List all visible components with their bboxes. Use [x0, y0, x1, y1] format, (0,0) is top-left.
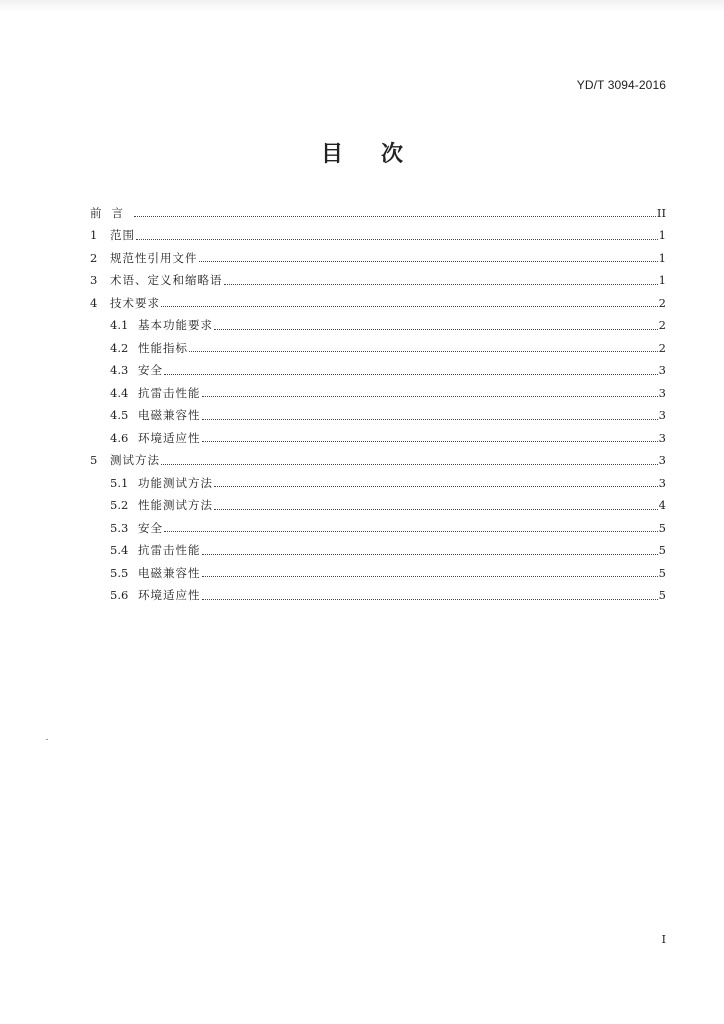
toc-leader-dots — [202, 575, 658, 577]
toc-entry-page: II — [656, 205, 666, 220]
toc-entry-label: 规范性引用文件 — [110, 250, 198, 265]
toc-entry-page: 3 — [658, 430, 666, 445]
toc-leader-dots — [214, 485, 658, 487]
toc-leader-dots — [189, 350, 658, 352]
toc-leader-dots — [134, 215, 656, 217]
toc-entry-label: 技术要求 — [110, 295, 160, 310]
toc-entry-page: 1 — [658, 250, 666, 265]
page-number: I — [661, 933, 666, 946]
toc-entry-page: 4 — [658, 498, 666, 512]
toc-entry[interactable] — [110, 562, 666, 585]
toc-leader-dots — [164, 373, 658, 375]
toc-leader-dots — [224, 283, 658, 285]
toc-leader-dots — [202, 553, 658, 555]
toc-entry-number: 4.1 — [110, 318, 129, 332]
toc-entry-label: 测试方法 — [110, 453, 160, 467]
toc-entry-label: 环境适应性 — [138, 430, 201, 445]
scan-speck — [46, 739, 48, 740]
toc-entry-label: 前言 — [90, 205, 133, 220]
toc-entry-label: 性能指标 — [138, 340, 188, 355]
toc-entry-label: 术语、定义和缩略语 — [110, 273, 223, 287]
toc-leader-dots — [161, 305, 658, 307]
toc-entry-label: 电磁兼容性 — [138, 565, 201, 580]
toc-entry-page: 1 — [658, 273, 666, 287]
toc-entry-page: 2 — [658, 340, 666, 355]
toc-entry-number: 4.6 — [110, 430, 129, 445]
toc-entry-label: 电磁兼容性 — [138, 408, 201, 422]
toc-entry-page: 5 — [658, 588, 666, 602]
toc-entry-label: 环境适应性 — [138, 588, 201, 602]
toc-entry-page: 3 — [658, 475, 666, 490]
toc-entry-number: 5.4 — [110, 543, 129, 557]
table-of-contents — [0, 202, 724, 607]
toc-entry-number: 4.3 — [110, 363, 129, 377]
toc-entry-page: 5 — [658, 520, 666, 535]
toc-leader-dots — [202, 395, 658, 397]
toc-entry-number: 5 — [90, 453, 98, 467]
toc-entry-label: 抗雷击性能 — [138, 543, 201, 557]
toc-leader-dots — [214, 328, 658, 330]
toc-leader-dots — [202, 598, 658, 600]
toc-entry[interactable] — [90, 247, 666, 270]
toc-entry[interactable] — [90, 270, 666, 293]
toc-entry-label: 安全 — [138, 363, 163, 377]
toc-entry[interactable] — [110, 472, 666, 495]
toc-entry[interactable] — [110, 540, 666, 563]
toc-entry[interactable] — [110, 360, 666, 383]
toc-entry-label: 性能测试方法 — [138, 498, 213, 512]
toc-entry-page: 3 — [658, 408, 666, 422]
toc-entry[interactable] — [90, 450, 666, 473]
toc-entry-number: 5.1 — [110, 475, 129, 490]
toc-entry[interactable] — [110, 585, 666, 608]
toc-leader-dots — [136, 238, 658, 240]
toc-entry-page: 1 — [658, 228, 666, 242]
toc-entry-number: 5.2 — [110, 498, 129, 512]
toc-entry-page: 3 — [658, 453, 666, 467]
toc-entry-page: 2 — [658, 318, 666, 332]
toc-entry[interactable] — [110, 337, 666, 360]
toc-entry-label: 抗雷击性能 — [138, 385, 201, 400]
toc-entry-number: 5.6 — [110, 588, 129, 602]
toc-leader-dots — [199, 260, 658, 262]
toc-leader-dots — [202, 440, 658, 442]
toc-entry[interactable] — [110, 315, 666, 338]
toc-entry[interactable] — [110, 405, 666, 428]
toc-leader-dots — [214, 508, 658, 510]
toc-entry-page: 3 — [658, 385, 666, 400]
toc-entry-label: 范围 — [110, 228, 135, 242]
toc-leader-dots — [161, 463, 658, 465]
toc-entry-number: 5.5 — [110, 565, 129, 580]
toc-entry[interactable] — [90, 292, 666, 315]
toc-entry[interactable] — [90, 202, 666, 225]
toc-entry-label: 功能测试方法 — [138, 475, 213, 490]
toc-entry-label: 基本功能要求 — [138, 318, 213, 332]
toc-entry-page: 3 — [658, 363, 666, 377]
toc-entry-page: 5 — [658, 565, 666, 580]
scan-top-edge — [0, 0, 724, 12]
toc-entry-number: 4.2 — [110, 340, 129, 355]
toc-entry-page: 2 — [658, 295, 666, 310]
toc-entry[interactable] — [110, 517, 666, 540]
toc-entry[interactable] — [110, 427, 666, 450]
toc-entry-number: 4 — [90, 295, 98, 310]
toc-entry-number: 5.3 — [110, 520, 129, 535]
toc-entry-number: 2 — [90, 250, 98, 265]
toc-entry[interactable] — [110, 495, 666, 518]
toc-entry-number: 3 — [90, 273, 98, 287]
toc-entry[interactable] — [110, 382, 666, 405]
document-code: YD/T 3094-2016 — [576, 78, 666, 92]
toc-entry-page: 5 — [658, 543, 666, 557]
toc-entry-number: 4.5 — [110, 408, 129, 422]
toc-leader-dots — [202, 418, 658, 420]
toc-entry-number: 1 — [90, 228, 98, 242]
toc-entry[interactable] — [90, 225, 666, 248]
toc-entry-label: 安全 — [138, 520, 163, 535]
toc-entry-number: 4.4 — [110, 385, 129, 400]
toc-leader-dots — [164, 530, 658, 532]
page-title: 目次 — [320, 142, 441, 167]
